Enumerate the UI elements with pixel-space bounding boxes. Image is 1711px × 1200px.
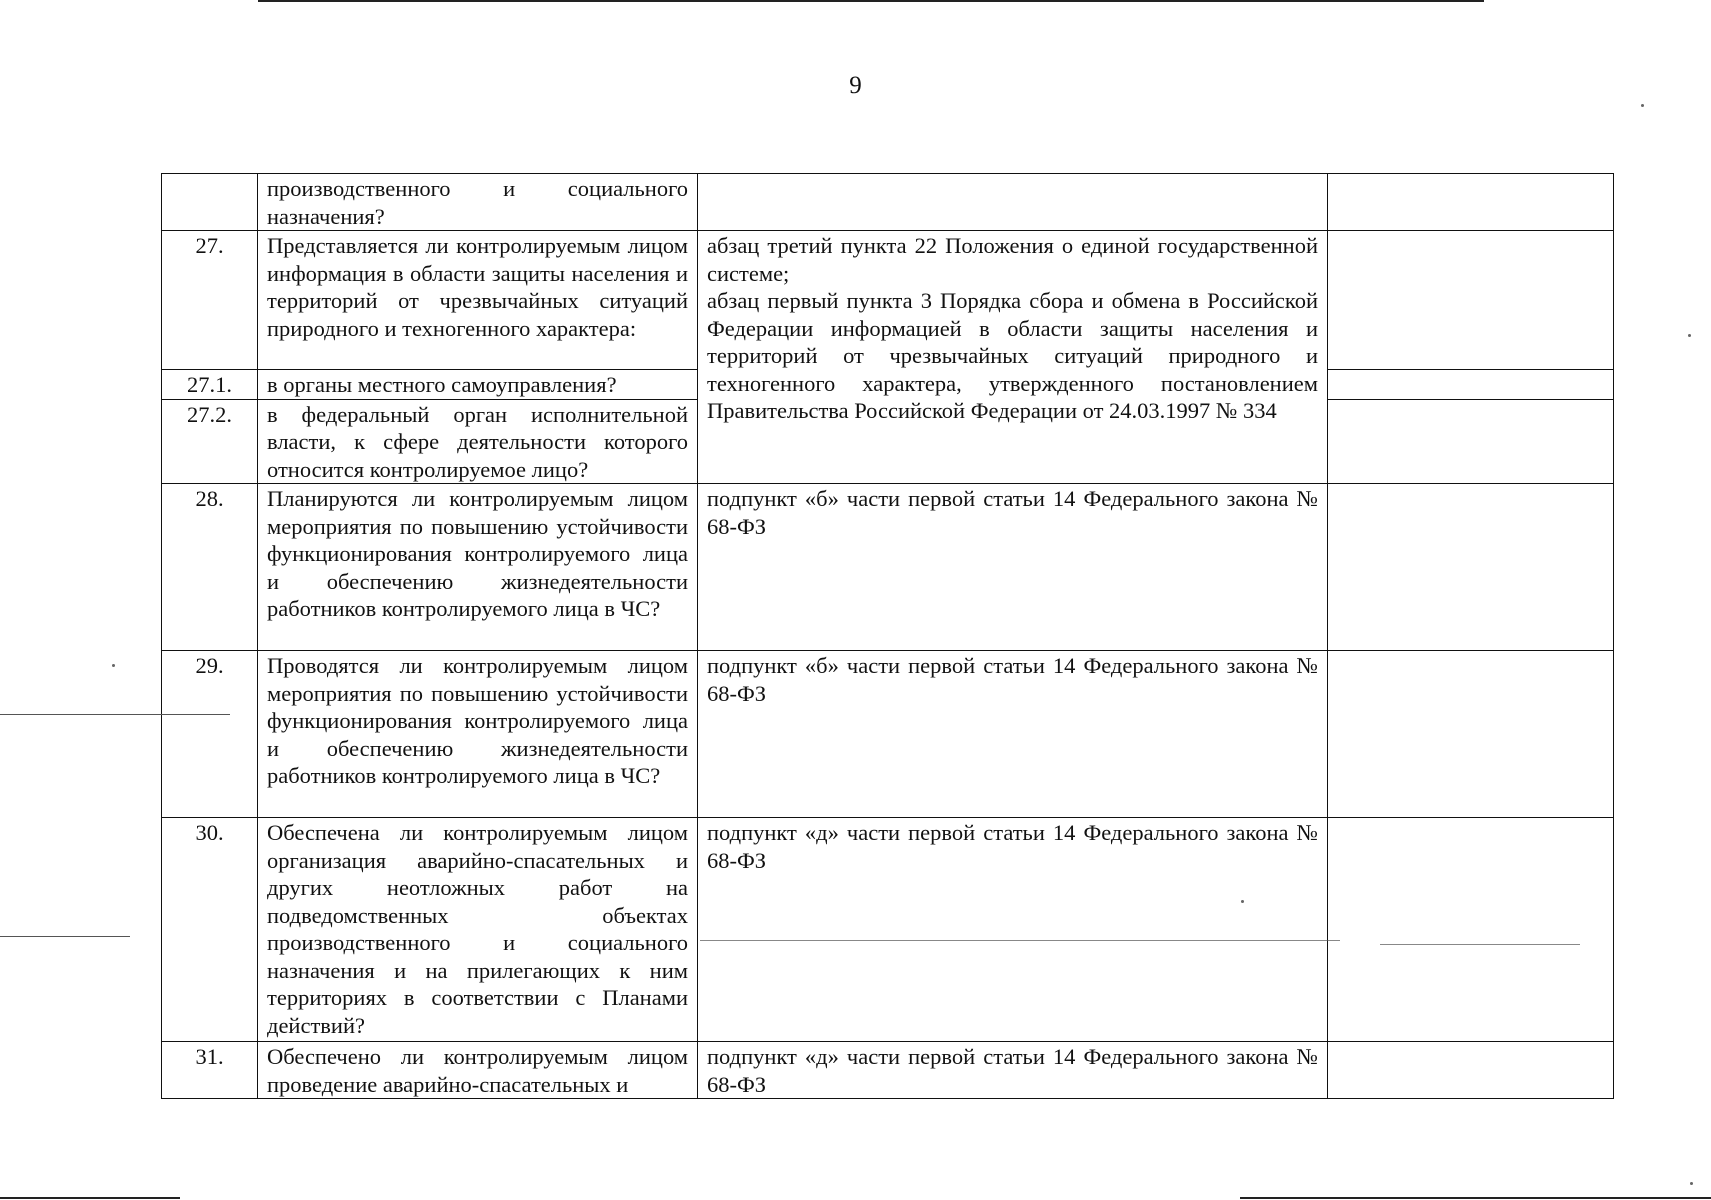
reference-cell xyxy=(698,174,1328,231)
page-number: 9 xyxy=(849,72,862,99)
scan-artifact-dot xyxy=(1641,104,1644,107)
checklist-table xyxy=(161,173,1614,1099)
answer-cell xyxy=(1328,484,1614,651)
row-number: 30. xyxy=(162,818,258,1042)
question-cell: Обеспечено ли контролируемым лицом проведение аварийно-спасательных и xyxy=(258,1042,698,1099)
answer-cell xyxy=(1328,370,1614,400)
scan-artifact-line xyxy=(0,936,130,937)
scan-bottom-edge xyxy=(0,1197,180,1199)
scan-top-edge xyxy=(258,0,1484,2)
row-number: 27. xyxy=(162,231,258,370)
row-number: 28. xyxy=(162,484,258,651)
question-cell: в федеральный орган исполнительной власти, к сфере деятельности которого относится контролируемое лицо? xyxy=(258,399,698,484)
row-number xyxy=(162,174,258,231)
question-cell: в органы местного самоуправления? xyxy=(258,370,698,400)
reference-cell: подпункт «б» части первой статьи 14 Федерального закона № 68-ФЗ xyxy=(698,651,1328,818)
row-number: 27.2. xyxy=(162,399,258,484)
scan-artifact-line xyxy=(0,714,230,715)
row-number: 27.1. xyxy=(162,370,258,400)
table-row xyxy=(162,231,1614,370)
scan-artifact-dot xyxy=(1690,1182,1693,1185)
answer-cell xyxy=(1328,399,1614,484)
question-cell: производственного и социального назначения? xyxy=(258,174,698,231)
answer-cell xyxy=(1328,174,1614,231)
reference-text: абзац первый пункта 3 Порядка сбора и обмена в Российской Федерации информацией в области защиты населения и территорий от чрезвычайных ситуаций природного и техногенного характера, утвержденного постановлением Правительства Российской Федерации от 24.03.1997 № 334 xyxy=(707,288,1318,423)
answer-cell xyxy=(1328,818,1614,1042)
reference-cell: подпункт «б» части первой статьи 14 Федерального закона № 68-ФЗ xyxy=(698,484,1328,651)
answer-cell xyxy=(1328,1042,1614,1099)
scan-artifact-dot xyxy=(1688,334,1691,337)
question-cell: Проводятся ли контролируемым лицом мероприятия по повышению устойчивости функционирования контролируемого лица и обеспечению жизнедеятельности работников контролируемого лица в ЧС? xyxy=(258,651,698,818)
scan-artifact-line xyxy=(700,940,1340,941)
reference-cell xyxy=(698,231,1328,484)
reference-cell: подпункт «д» части первой статьи 14 Федерального закона № 68-ФЗ xyxy=(698,1042,1328,1099)
answer-cell xyxy=(1328,651,1614,818)
row-number: 29. xyxy=(162,651,258,818)
table-row xyxy=(162,1042,1614,1099)
table-row xyxy=(162,651,1614,818)
scan-artifact-dot xyxy=(112,664,115,667)
reference-text: абзац третий пункта 22 Положения о единой государственной системе; xyxy=(707,233,1318,286)
scan-artifact-line xyxy=(1380,944,1580,945)
scan-bottom-edge-right xyxy=(1240,1197,1711,1199)
question-cell: Представляется ли контролируемым лицом информация в области защиты населения и территорий от чрезвычайных ситуаций природного и техногенного характера: xyxy=(258,231,698,370)
question-cell: Обеспечена ли контролируемым лицом организация аварийно-спасательных и других неотложных работ на подведомственных объектах производственного и социального назначения и на прилегающих к ним территориях в соответствии с Планами действий? xyxy=(258,818,698,1042)
answer-cell xyxy=(1328,231,1614,370)
row-number: 31. xyxy=(162,1042,258,1099)
table-row xyxy=(162,818,1614,1042)
scan-artifact-dot xyxy=(1241,900,1244,903)
table-row xyxy=(162,174,1614,231)
table-row xyxy=(162,484,1614,651)
question-cell: Планируются ли контролируемым лицом мероприятия по повышению устойчивости функционирования контролируемого лица и обеспечению жизнедеятельности работников контролируемого лица в ЧС? xyxy=(258,484,698,651)
reference-cell: подпункт «д» части первой статьи 14 Федерального закона № 68-ФЗ xyxy=(698,818,1328,1042)
